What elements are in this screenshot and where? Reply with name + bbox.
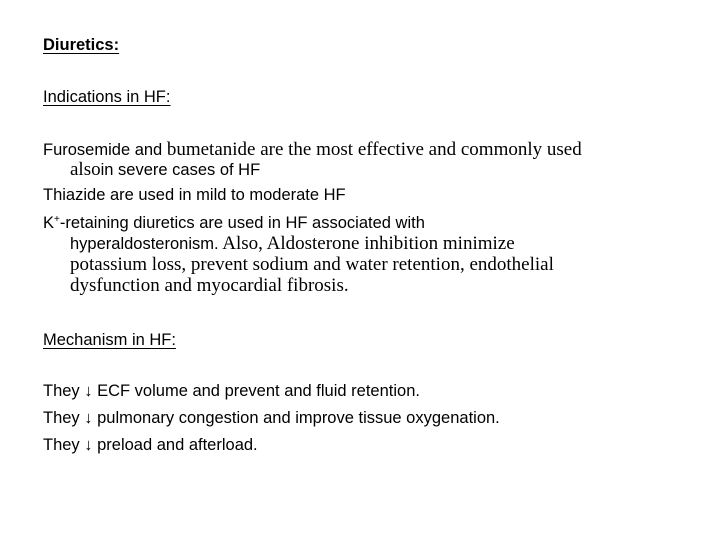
mechanism-item-3: They ↓ preload and afterload. — [43, 436, 258, 454]
indication-text: in severe cases of HF — [100, 161, 261, 179]
indication-text-serif: bumetanide are the most effective and commonly used — [166, 139, 582, 160]
indication-text: K — [43, 214, 55, 232]
indication-k-retaining-line2 — [70, 234, 515, 254]
indication-k-retaining-line1 — [43, 213, 425, 233]
indication-thiazide: Thiazide are used in mild to moderate HF — [43, 186, 346, 204]
superscript-plus: + — [54, 214, 60, 225]
indication-k-retaining-line4: dysfunction and myocardial fibrosis. — [70, 275, 349, 296]
indication-furosemide-line2 — [70, 160, 260, 180]
indication-text: -retaining diuretics are used in HF associated with — [59, 214, 425, 232]
indication-k-retaining-line3: potassium loss, prevent sodium and water retention, endothelial — [70, 254, 554, 275]
indication-text-serif: Also, Aldosterone inhibition minimize — [218, 233, 515, 254]
indication-text: Furosemide and — [43, 141, 167, 159]
heading-mechanism: Mechanism in HF: — [43, 331, 176, 349]
heading-indications: Indications in HF: — [43, 88, 171, 106]
indication-text: hyperaldosteronism. — [70, 235, 219, 253]
mechanism-item-2: They ↓ pulmonary congestion and improve tissue oxygenation. — [43, 409, 500, 427]
heading-diuretics: Diuretics: — [43, 36, 120, 54]
mechanism-item-1: They ↓ ECF volume and prevent and fluid retention. — [43, 382, 420, 400]
indication-furosemide-line1 — [43, 140, 582, 160]
indication-text-serif: also — [70, 159, 101, 180]
